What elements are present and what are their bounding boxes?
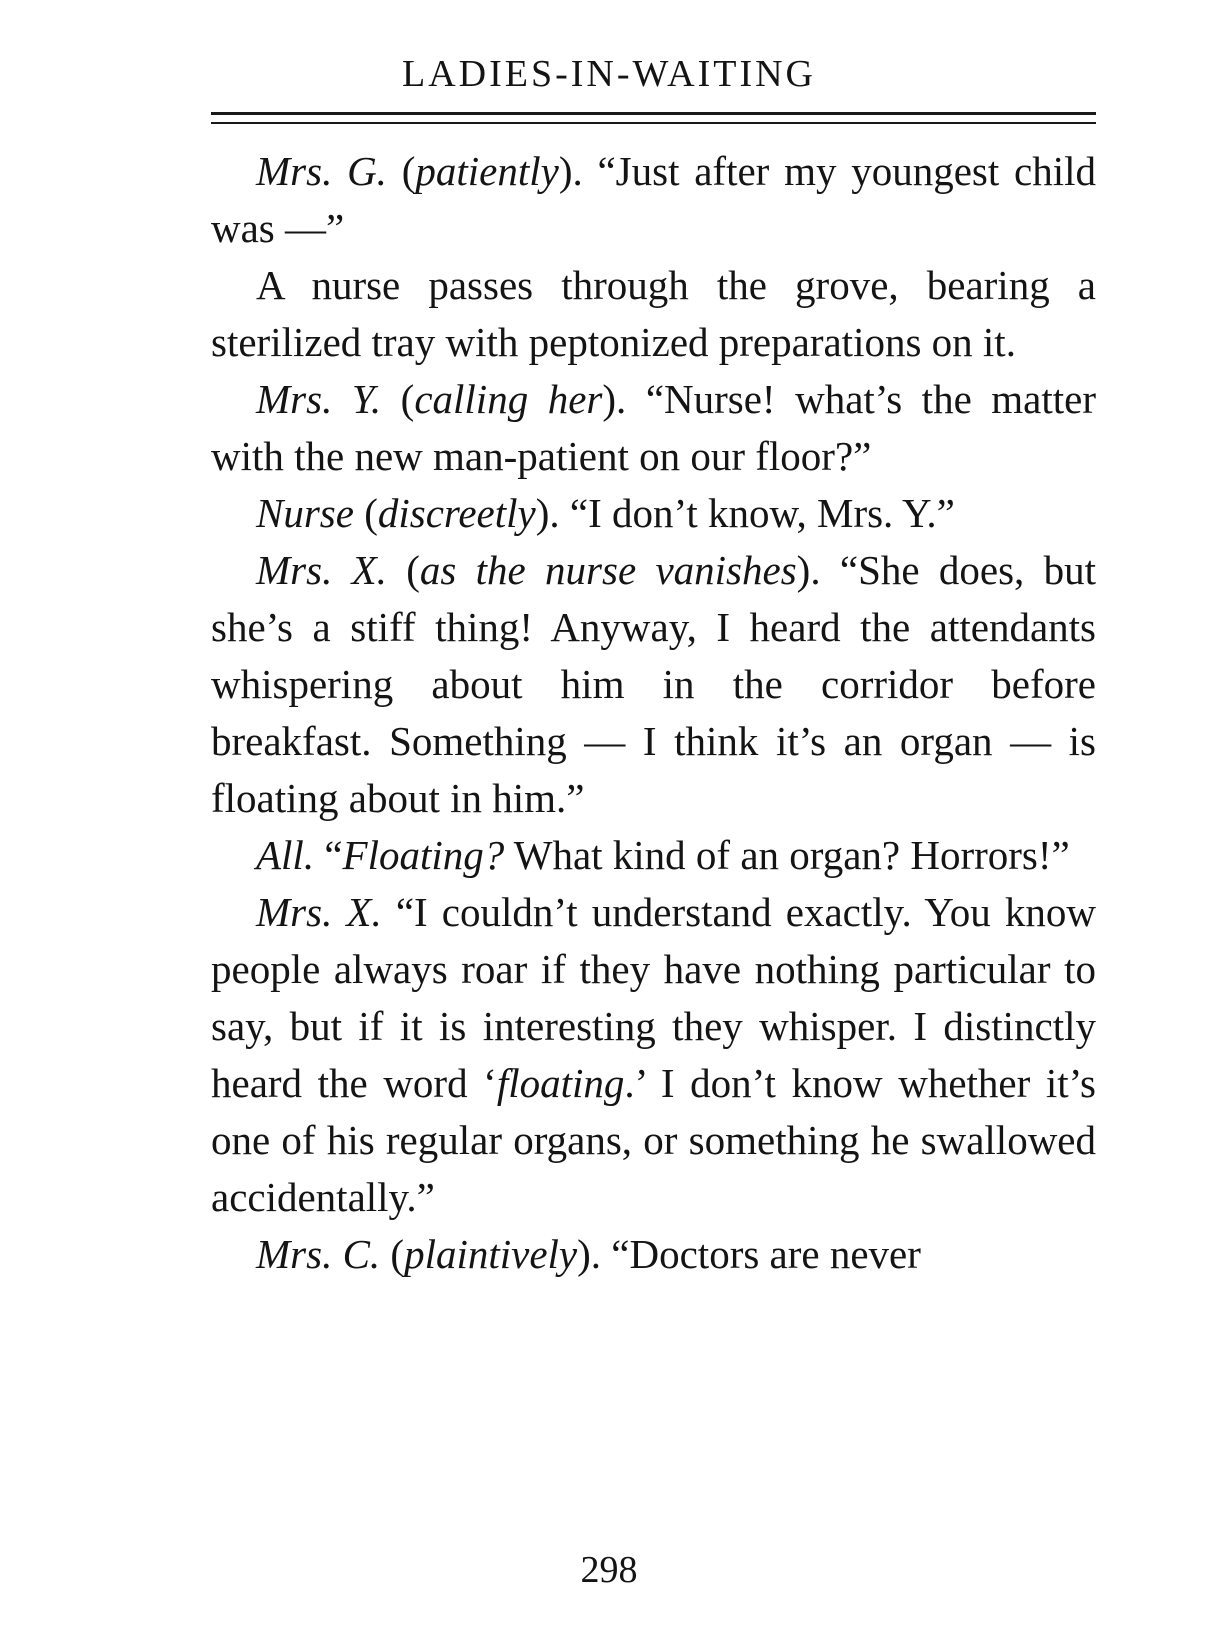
speaker: Nurse [256,490,354,536]
dialogue: . “I don’t know, Mrs. Y.” [549,490,955,536]
stage-direction: patiently [415,148,559,194]
header-rule-thin [211,122,1096,124]
dialogue: . “She does, but she’s a stiff thing! Anyway, I heard the attendants whispering about him in the corridor before breakfast. Something — I think it’s an organ — is floating about in him.” [211,547,1096,821]
emphasis: floating [496,1060,625,1106]
body-text [211,143,1096,1283]
paragraph: Mrs. Y. (calling her). “Nurse! what’s the matter with the new man-patient on our floor?” [211,376,1097,479]
paragraph: Mrs. X. (as the nurse vanishes). “She does, but she’s a stiff thing! Anyway, I heard the attendants whispering about him in the corridor before breakfast. Something — I think it’s an organ — is floating about in him.” [211,547,1096,821]
paragraph: Mrs. G. (patiently). “Just after my youngest child was —” [211,148,1096,251]
dialogue: . “Doctors are never [590,1231,921,1277]
dialogue: “I couldn’t understand exactly. You know people always roar if they have nothing particular to say, but if it is interesting they whisper. I distinctly heard the word ‘ [211,889,1097,1106]
running-header: LADIES-IN-WAITING [401,53,816,95]
dialogue: . “Nurse! what’s the matter with the new man-patient on our floor?” [211,376,1097,479]
narration: A nurse passes through the grove, bearing a sterilized tray with peptonized preparations on it. [211,262,1096,365]
dialogue: . “Just after my youngest child was —” [211,148,1096,251]
speaker: Mrs. X. [256,889,382,935]
stage-direction: discreetly [377,490,536,536]
speaker: Mrs. X. [256,547,387,593]
dialogue: .’ I don’t know whether it’s one of his regular organs, or something he swallowed accidentally.” [211,1060,1096,1220]
emphasis: Floating? [342,832,505,878]
paragraph: Nurse (discreetly). “I don’t know, Mrs. Y.” [256,490,955,536]
header-rule-thick [211,112,1096,115]
speaker: Mrs. G. [256,148,387,194]
stage-direction: as the nurse vanishes [419,547,797,593]
paragraph [211,884,1096,1226]
paragraph: Mrs. C. (plaintively). “Doctors are never [256,1231,921,1277]
page-number: 298 [580,1549,638,1591]
speaker: Mrs. Y. [256,376,382,422]
paragraph [211,827,1096,884]
speaker: Mrs. C. [256,1231,381,1277]
stage-direction: calling her [414,376,603,422]
speaker: All. [256,832,315,878]
stage-direction: plaintively [404,1231,578,1277]
quote-mark: “ [314,832,343,878]
paragraph [211,257,1096,371]
dialogue: What kind of an organ? Horrors!” [504,832,1070,878]
